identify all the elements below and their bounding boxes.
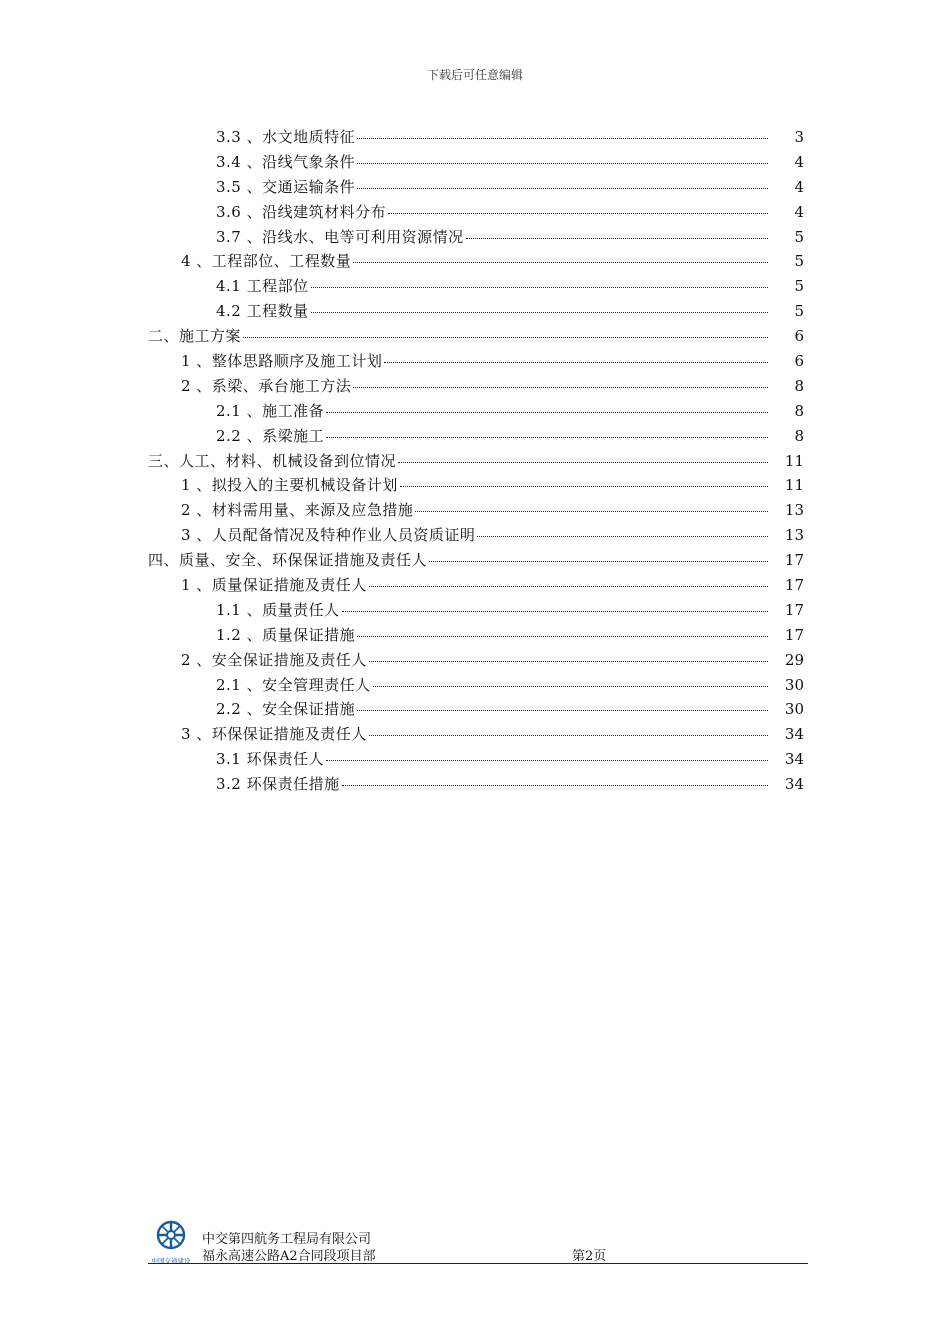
toc-title: 二、施工方案 — [148, 327, 242, 346]
toc-page-number: 6 — [794, 352, 804, 371]
toc-row[interactable] — [148, 623, 804, 648]
toc-page-number: 4 — [794, 177, 804, 196]
toc-leader — [400, 486, 768, 487]
toc-title: 1.2 、质量保证措施 — [216, 625, 356, 644]
toc-page-number: 11 — [784, 451, 804, 470]
toc-entry — [216, 623, 804, 648]
toc-leader — [398, 462, 768, 463]
toc-entry — [216, 772, 804, 797]
toc-title: 3.7 、沿线水、电等可利用资源情况 — [216, 227, 464, 246]
toc-page-number: 8 — [794, 376, 804, 395]
toc-entry — [181, 374, 804, 399]
toc-title: 3 、人员配备情况及特种作业人员资质证明 — [181, 526, 476, 545]
toc-title: 3.1 环保责任人 — [216, 750, 325, 769]
toc-row[interactable] — [148, 747, 804, 772]
toc-entry — [216, 697, 804, 722]
toc-page-number: 5 — [794, 277, 804, 296]
toc-title: 1 、整体思路顺序及施工计划 — [181, 352, 383, 371]
toc-title: 4.1 工程部位 — [216, 277, 309, 296]
toc-title: 3.5 、交通运输条件 — [216, 177, 356, 196]
toc-page-number: 34 — [784, 725, 804, 744]
toc-row[interactable] — [148, 125, 804, 150]
toc-page-number: 13 — [784, 526, 804, 545]
footer-company: 中交第四航务工程局有限公司 — [202, 1232, 372, 1247]
toc-title: 2.1 、施工准备 — [216, 401, 325, 420]
table-of-contents — [148, 125, 804, 797]
toc-page-number: 30 — [784, 675, 804, 694]
toc-row[interactable] — [148, 175, 804, 200]
toc-page-number: 30 — [784, 700, 804, 719]
toc-leader — [353, 387, 768, 388]
toc-title: 3.3 、水文地质特征 — [216, 128, 356, 146]
toc-entry — [216, 175, 804, 200]
toc-row[interactable] — [148, 150, 804, 175]
toc-entry — [181, 523, 804, 548]
toc-entry — [181, 573, 804, 598]
toc-page-number: 4 — [794, 202, 804, 221]
toc-entry — [148, 449, 804, 474]
toc-page-number: 5 — [794, 227, 804, 246]
toc-title: 2.2 、系梁施工 — [216, 426, 325, 445]
toc-page-number: 3 — [794, 128, 804, 146]
toc-row[interactable] — [148, 324, 804, 349]
toc-leader — [415, 511, 768, 512]
toc-row[interactable] — [148, 523, 804, 548]
toc-leader — [326, 437, 768, 438]
toc-page-number: 34 — [784, 750, 804, 769]
company-logo-icon — [148, 1218, 198, 1268]
toc-row[interactable] — [148, 722, 804, 747]
toc-page-number: 34 — [784, 775, 804, 794]
toc-row[interactable] — [148, 598, 804, 623]
toc-page-number: 17 — [784, 551, 804, 570]
toc-entry — [148, 324, 804, 349]
toc-entry — [148, 548, 804, 573]
toc-page-number: 17 — [784, 600, 804, 619]
footer-page-number: 第2页 — [572, 1249, 607, 1264]
toc-leader — [311, 287, 768, 288]
toc-leader — [342, 785, 768, 786]
toc-row[interactable] — [148, 424, 804, 449]
toc-entry — [216, 673, 804, 698]
page-header: 下载后可任意编辑 — [426, 68, 523, 82]
toc-title: 三、人工、材料、机械设备到位情况 — [148, 451, 397, 470]
toc-entry — [181, 498, 804, 523]
toc-page-number: 11 — [784, 476, 804, 495]
toc-row[interactable] — [148, 548, 804, 573]
toc-row[interactable] — [148, 498, 804, 523]
toc-title: 2.2 、安全保证措施 — [216, 700, 356, 719]
toc-row[interactable] — [148, 274, 804, 299]
toc-page-number: 17 — [784, 576, 804, 595]
toc-row[interactable] — [148, 697, 804, 722]
toc-row[interactable] — [148, 200, 804, 225]
toc-entry — [216, 747, 804, 772]
toc-title: 1.1 、质量责任人 — [216, 600, 340, 619]
toc-row[interactable] — [148, 399, 804, 424]
toc-title: 2 、安全保证措施及责任人 — [181, 650, 367, 669]
toc-leader — [357, 188, 768, 189]
toc-page-number: 4 — [794, 152, 804, 171]
toc-row[interactable] — [148, 299, 804, 324]
toc-leader — [388, 213, 768, 214]
toc-entry — [216, 299, 804, 324]
toc-page-number: 5 — [794, 252, 804, 271]
toc-entry — [181, 349, 804, 374]
toc-leader — [369, 735, 768, 736]
toc-entry — [181, 648, 804, 673]
toc-leader — [373, 686, 768, 687]
toc-title: 2 、材料需用量、来源及应急措施 — [181, 501, 414, 520]
toc-leader — [357, 138, 768, 139]
toc-entry — [181, 473, 804, 498]
toc-leader — [243, 337, 768, 338]
toc-entry — [216, 225, 804, 250]
toc-row[interactable] — [148, 249, 804, 274]
toc-leader — [369, 661, 768, 662]
toc-row[interactable] — [148, 473, 804, 498]
toc-page-number: 8 — [794, 401, 804, 420]
toc-leader — [342, 611, 768, 612]
toc-title: 3.4 、沿线气象条件 — [216, 152, 356, 171]
toc-entry — [181, 722, 804, 747]
toc-leader — [357, 710, 768, 711]
toc-title: 3.2 环保责任措施 — [216, 775, 340, 794]
footer-divider — [148, 1263, 808, 1264]
toc-leader — [311, 312, 768, 313]
toc-entry — [216, 200, 804, 225]
toc-entry — [216, 598, 804, 623]
toc-row[interactable] — [148, 673, 804, 698]
toc-entry — [216, 424, 804, 449]
toc-page-number: 17 — [784, 625, 804, 644]
toc-row[interactable] — [148, 772, 804, 797]
toc-title: 4.2 工程数量 — [216, 302, 309, 321]
toc-entry — [216, 399, 804, 424]
toc-page-number: 8 — [794, 426, 804, 445]
toc-row[interactable] — [148, 349, 804, 374]
toc-leader — [369, 586, 768, 587]
toc-leader — [477, 536, 768, 537]
toc-entry — [216, 150, 804, 175]
toc-page-number: 5 — [794, 302, 804, 321]
toc-title: 1 、拟投入的主要机械设备计划 — [181, 476, 398, 495]
toc-leader — [429, 561, 768, 562]
toc-page-number: 13 — [784, 501, 804, 520]
toc-leader — [466, 238, 768, 239]
toc-row[interactable] — [148, 648, 804, 673]
toc-leader — [357, 163, 768, 164]
page-footer — [148, 1218, 808, 1268]
toc-title: 4 、工程部位、工程数量 — [181, 252, 352, 271]
logo-text: 中国交通建设 — [151, 1257, 191, 1265]
toc-row[interactable] — [148, 225, 804, 250]
toc-row[interactable] — [148, 374, 804, 399]
toc-page-number: 6 — [794, 327, 804, 346]
toc-leader — [326, 760, 768, 761]
footer-project: 福永高速公路A2合同段项目部 — [202, 1249, 376, 1264]
toc-leader — [353, 262, 768, 263]
toc-title: 四、质量、安全、环保保证措施及责任人 — [148, 551, 428, 570]
toc-title: 2 、系梁、承台施工方法 — [181, 376, 352, 395]
toc-entry — [216, 274, 804, 299]
toc-row[interactable] — [148, 573, 804, 598]
toc-title: 2.1 、安全管理责任人 — [216, 675, 371, 694]
toc-leader — [326, 412, 768, 413]
toc-entry — [181, 249, 804, 274]
toc-title: 1 、质量保证措施及责任人 — [181, 576, 367, 595]
toc-title: 3.6 、沿线建筑材料分布 — [216, 202, 387, 221]
toc-page-number: 29 — [784, 650, 804, 669]
toc-leader — [384, 362, 768, 363]
toc-row[interactable] — [148, 449, 804, 474]
toc-title: 3 、环保保证措施及责任人 — [181, 725, 367, 744]
toc-entry — [216, 125, 804, 150]
toc-leader — [357, 636, 768, 637]
